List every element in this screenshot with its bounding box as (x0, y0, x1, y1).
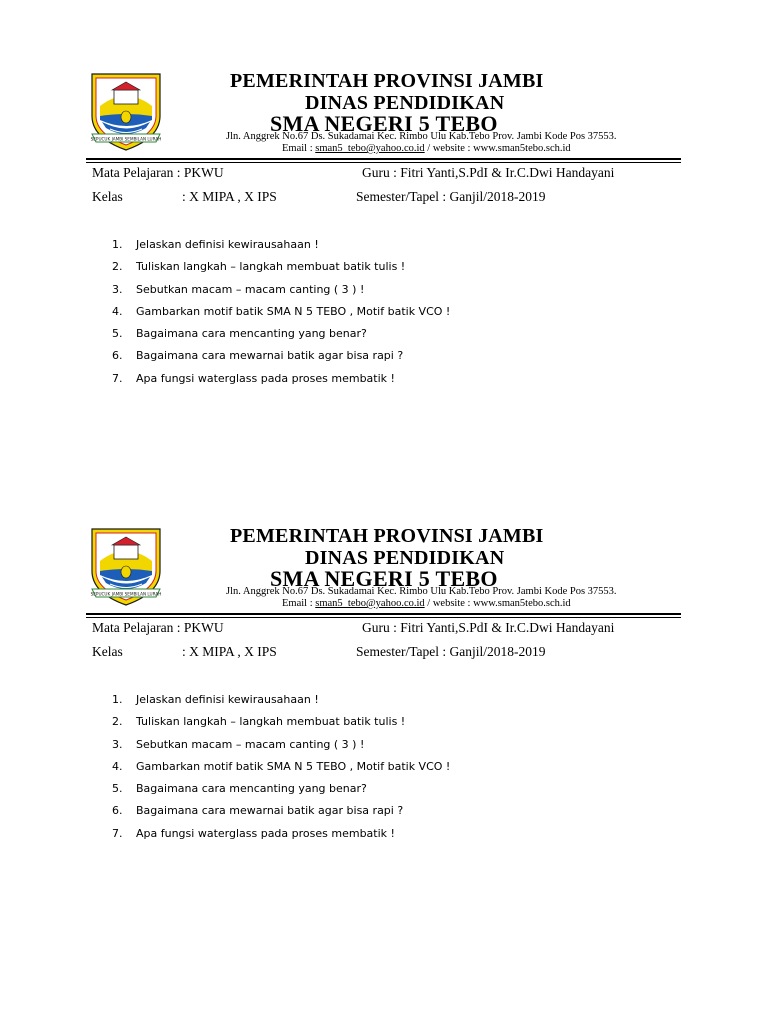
website-text: www.sman5tebo.sch.id (473, 598, 571, 609)
class-label: Kelas (92, 644, 123, 659)
question-item: 2. Tuliskan langkah – langkah membuat batik tulis ! (112, 260, 406, 274)
question-item: 4. Gambarkan motif batik SMA N 5 TEBO , Motif batik VCO ! (112, 304, 451, 318)
header-contact (282, 143, 768, 154)
header-divider-thin (86, 162, 681, 163)
teacher-info: Guru : Fitri Yanti,S.PdI & Ir.C.Dwi Handayani (362, 165, 615, 180)
worksheet-copy-2 (0, 455, 768, 875)
subject-info: Mata Pelajaran : PKWU (92, 165, 224, 180)
semester-info: Semester/Tapel : Ganjil/2018-2019 (356, 189, 546, 204)
question-item: 2. Tuliskan langkah – langkah membuat batik tulis ! (112, 715, 406, 729)
header-divider-thick (86, 613, 681, 615)
question-item: 5. Bagaimana cara mencanting yang benar? (112, 327, 367, 341)
worksheet-copy-1 (0, 0, 768, 420)
header-divider-thick (86, 158, 681, 160)
header-address: Jln. Anggrek No.67 Ds. Sukadamai Kec. Rimbo Ulu Kab.Tebo Prov. Jambi Kode Pos 37553. (226, 586, 617, 597)
question-list (112, 238, 450, 394)
question-item: 6. Bagaimana cara mewarnai batik agar bisa rapi ? (112, 349, 404, 363)
question-item: 1. Jelaskan definisi kewirausahaan ! (112, 693, 319, 706)
class-value: : X MIPA , X IPS (182, 644, 277, 659)
website-separator: / website : (424, 598, 474, 609)
question-item: 6. Bagaimana cara mewarnai batik agar bisa rapi ? (112, 804, 404, 818)
email-label: Email : (282, 598, 316, 609)
header-divider-thin (86, 617, 681, 618)
website-separator: / website : (424, 143, 474, 154)
email-link[interactable]: sman5_tebo@yahoo.co.id (315, 143, 425, 154)
email-label: Email : (282, 143, 316, 154)
email-link[interactable]: sman5_tebo@yahoo.co.id (315, 598, 425, 609)
header-contact (282, 598, 768, 609)
question-item: 7. Apa fungsi waterglass pada proses membatik ! (112, 371, 395, 385)
jambi-province-emblem-icon (86, 527, 166, 609)
header-address: Jln. Anggrek No.67 Ds. Sukadamai Kec. Rimbo Ulu Kab.Tebo Prov. Jambi Kode Pos 37553. (226, 131, 617, 142)
jambi-province-emblem-icon (86, 72, 166, 154)
question-list (112, 693, 450, 849)
class-value: : X MIPA , X IPS (182, 189, 277, 204)
emblem-motto: SEPUCUK JAMBI SEMBILAN LURAH (90, 591, 162, 597)
header-province: PEMERINTAH PROVINSI JAMBI (230, 70, 544, 92)
question-item: 5. Bagaimana cara mencanting yang benar? (112, 782, 367, 796)
question-item: 7. Apa fungsi waterglass pada proses membatik ! (112, 826, 395, 840)
question-item: 4. Gambarkan motif batik SMA N 5 TEBO , Motif batik VCO ! (112, 759, 451, 773)
header-department: DINAS PENDIDIKAN (305, 92, 505, 114)
question-item: 3. Sebutkan macam – macam canting ( 3 ) ! (112, 737, 365, 751)
subject-info: Mata Pelajaran : PKWU (92, 620, 224, 635)
header-school-name: SMA NEGERI 5 TEBO (270, 111, 498, 136)
semester-info: Semester/Tapel : Ganjil/2018-2019 (356, 644, 546, 659)
header-province: PEMERINTAH PROVINSI JAMBI (230, 525, 544, 547)
teacher-info: Guru : Fitri Yanti,S.PdI & Ir.C.Dwi Handayani (362, 620, 615, 635)
question-item: 1. Jelaskan definisi kewirausahaan ! (112, 238, 319, 251)
class-label: Kelas (92, 189, 123, 204)
header-school-name: SMA NEGERI 5 TEBO (270, 566, 498, 591)
emblem-motto: SEPUCUK JAMBI SEMBILAN LURAH (90, 136, 162, 142)
header-department: DINAS PENDIDIKAN (305, 547, 505, 569)
question-item: 3. Sebutkan macam – macam canting ( 3 ) ! (112, 282, 365, 296)
website-text: www.sman5tebo.sch.id (473, 143, 571, 154)
